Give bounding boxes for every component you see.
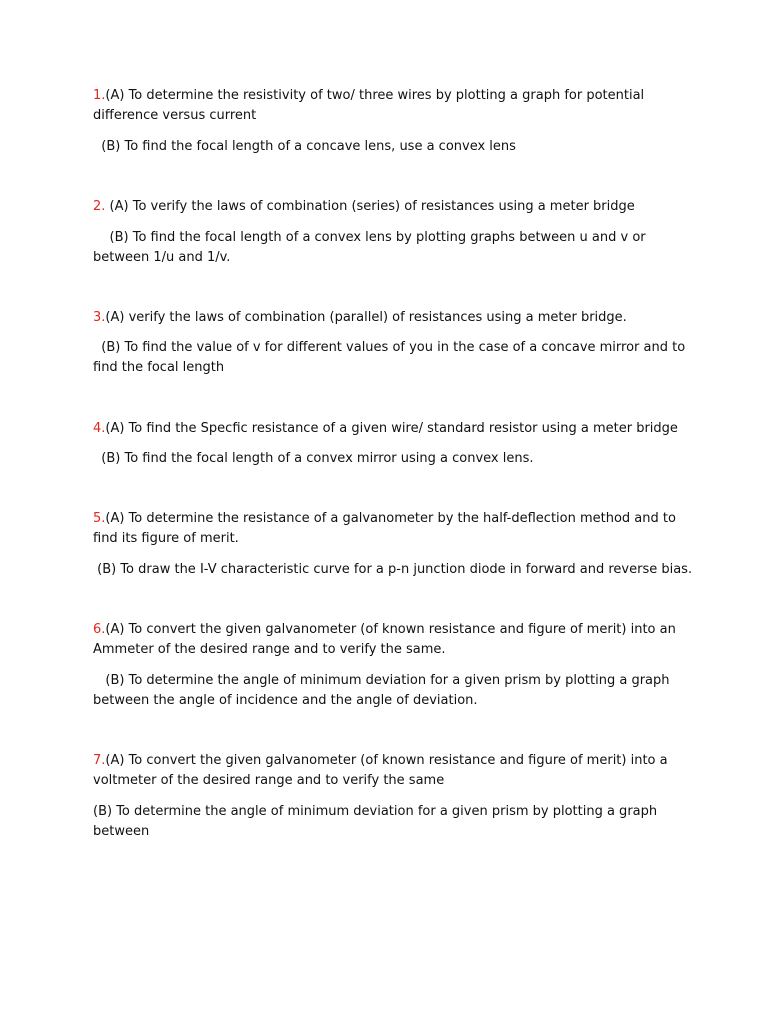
item-5-b-line-1: (B) To draw the I-V characteristic curve for a p-n junction diode in forward and reverse bias.	[93, 562, 693, 577]
item-6-a-text-1: (A) To convert the given galvanometer (of known resistance and figure of merit) into an	[105, 622, 676, 637]
item-6-a-line-1	[93, 620, 693, 640]
item-6-b-line-2: between the angle of incidence and the angle of deviation.	[93, 693, 478, 708]
item-5-a-line-2: find its figure of merit.	[93, 531, 239, 546]
item-4-a-line-1	[93, 419, 693, 439]
item-1-b-line-1: (B) To find the focal length of a concave lens, use a convex lens	[93, 139, 516, 154]
item-4-number: 4.	[93, 421, 106, 436]
item-2-a-line-1	[93, 197, 693, 217]
item-3-a-text-1: (A) verify the laws of combination (parallel) of resistances using a meter bridge.	[105, 310, 627, 325]
item-6-b-line-1: (B) To determine the angle of minimum deviation for a given prism by plotting a graph	[93, 673, 670, 688]
item-3-b-line-1: (B) To find the value of v for different values of you in the case of a concave mirror and to	[93, 340, 686, 355]
item-2-a-text-1: (A) To verify the laws of combination (series) of resistances using a meter bridge	[105, 199, 635, 214]
item-4-a-text-1: (A) To find the Specfic resistance of a given wire/ standard resistor using a meter bridge	[105, 421, 678, 436]
item-7-number: 7.	[93, 753, 106, 768]
item-1-number: 1.	[93, 88, 106, 103]
item-3-a-line-1	[93, 308, 693, 328]
item-1-a-line-1	[93, 86, 693, 106]
item-7-b-line-2: between	[93, 824, 150, 839]
item-4-b-line-1: (B) To find the focal length of a convex mirror using a convex lens.	[93, 451, 534, 466]
item-5-a-text-1: (A) To determine the resistance of a galvanometer by the half-deflection method and to	[105, 511, 676, 526]
item-3-b-line-2: find the focal length	[93, 360, 225, 375]
item-2-number: 2.	[93, 199, 106, 214]
item-7-a-line-2: voltmeter of the desired range and to verify the same	[93, 773, 445, 788]
item-5-number: 5.	[93, 511, 106, 526]
item-1-a-text-1: (A) To determine the resistivity of two/ three wires by plotting a graph for potential	[105, 88, 645, 103]
item-7-a-line-1	[93, 751, 693, 771]
item-3-number: 3.	[93, 310, 106, 325]
item-6-number: 6.	[93, 622, 106, 637]
item-7-a-text-1: (A) To convert the given galvanometer (of known resistance and figure of merit) into a	[105, 753, 668, 768]
item-7-b-line-1: (B) To determine the angle of minimum deviation for a given prism by plotting a graph	[93, 804, 658, 819]
item-2-b-line-2: between 1/u and 1/v.	[93, 250, 231, 265]
item-1-a-line-2: difference versus current	[93, 108, 257, 123]
item-5-a-line-1	[93, 509, 693, 529]
item-6-a-line-2: Ammeter of the desired range and to verify the same.	[93, 642, 446, 657]
item-2-b-line-1: (B) To find the focal length of a convex lens by plotting graphs between u and v or	[93, 230, 646, 245]
